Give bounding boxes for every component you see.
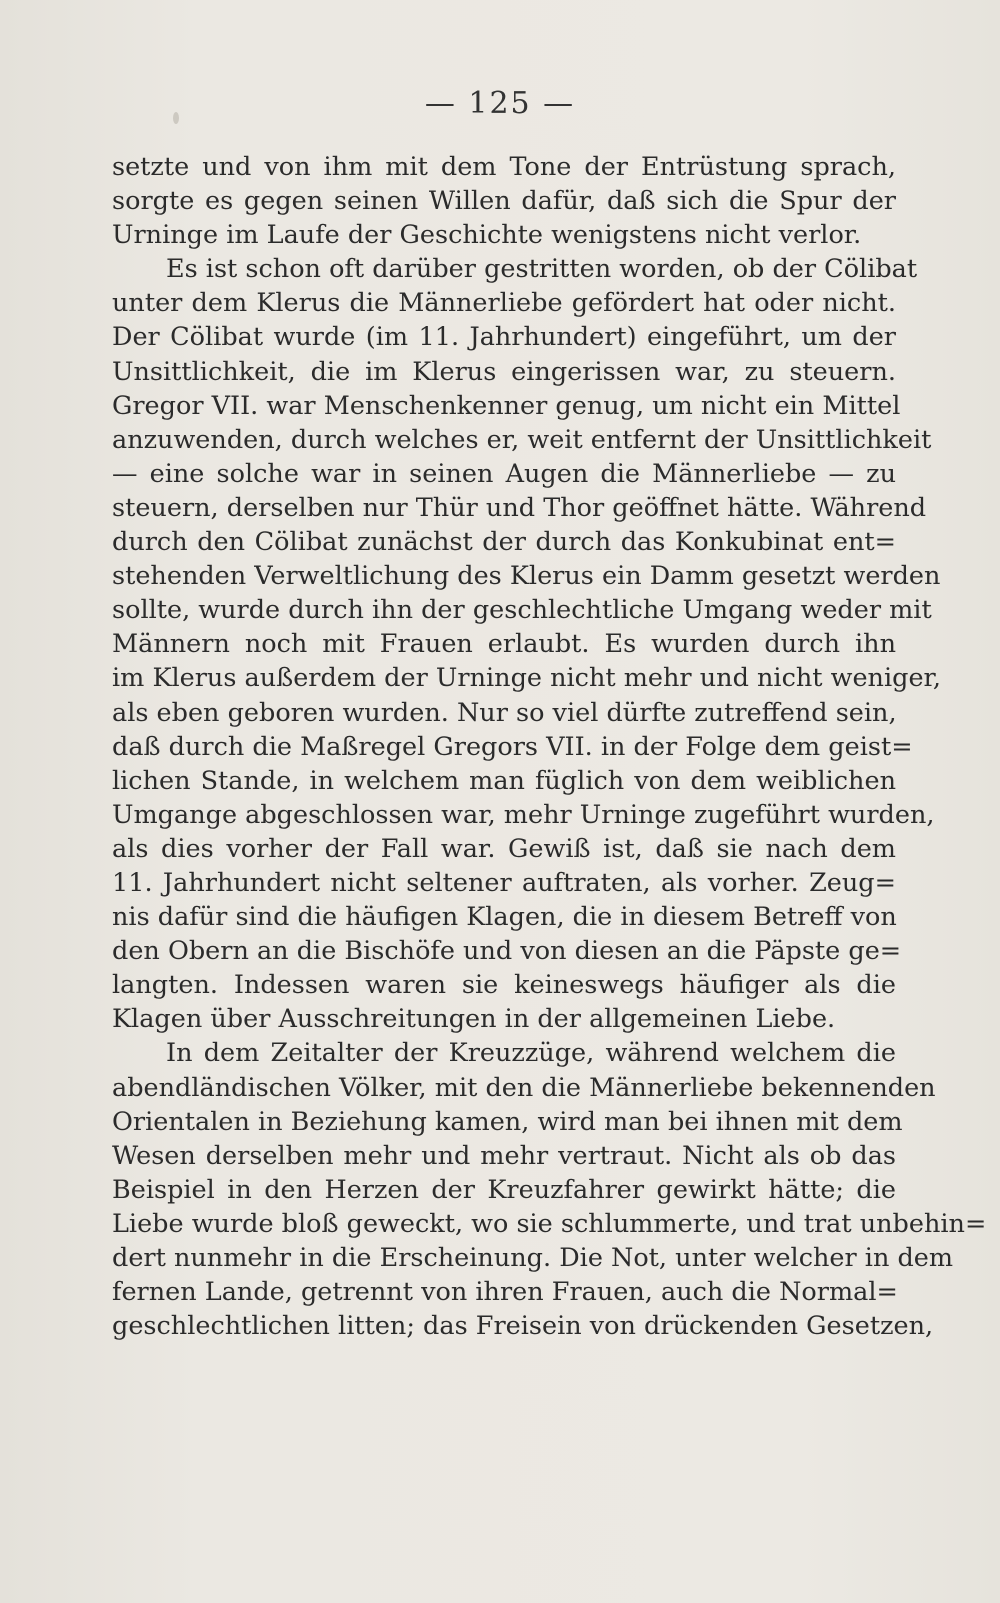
text-line: Urninge im Laufe der Geschichte wenigstens nicht verlor. [112, 220, 862, 251]
text-line: 11. Jahrhundert nicht seltener auftraten, als vorher. Zeug= [112, 867, 896, 898]
text-line: nis dafür sind die häufigen Klagen, die in diesem Betreff von [112, 902, 897, 933]
text-line: Wesen derselben mehr und mehr vertraut. Nicht als ob das [112, 1140, 896, 1171]
text-line: Beispiel in den Herzen der Kreuzfahrer gewirkt hätte; die [112, 1174, 896, 1205]
text-line: dert nunmehr in die Erscheinung. Die Not, unter welcher in dem [112, 1243, 954, 1273]
text-line: als dies vorher der Fall war. Gewiß ist, daß sie nach dem [112, 833, 896, 864]
text-line: Orientalen in Beziehung kamen, wird man bei ihnen mit dem [112, 1106, 903, 1137]
text-line: langten. Indessen waren sie keineswegs häufiger als die [112, 970, 896, 1001]
text-line: geschlechtlichen litten; das Freisein von drückenden Gesetzen, [112, 1311, 934, 1342]
text-line: Liebe wurde bloß geweckt, wo sie schlummerte, und trat unbehin= [112, 1208, 987, 1239]
text-line: Der Cölibat wurde (im 11. Jahrhundert) eingeführt, um der [112, 322, 896, 353]
text-line: Es ist schon oft darüber gestritten worden, ob der Cölibat [166, 254, 918, 285]
text-line: anzuwenden, durch welches er, weit entfernt der Unsittlichkeit [112, 424, 932, 455]
text-line: setzte und von ihm mit dem Tone der Entrüstung sprach, [112, 152, 896, 182]
text-line: stehenden Verweltlichung des Klerus ein Damm gesetzt werden [112, 561, 941, 592]
text-line: steuern, derselben nur Thür und Thor geöffnet hätte. Während [112, 492, 927, 523]
text-line: daß durch die Maßregel Gregors VII. in der Folge dem geist= [112, 731, 913, 762]
text-line: sollte, wurde durch ihn der geschlechtliche Umgang weder mit [112, 595, 932, 626]
text-line: Gregor VII. war Menschenkenner genug, um nicht ein Mittel [112, 390, 901, 421]
text-line: In dem Zeitalter der Kreuzzüge, während welchem die [166, 1038, 896, 1069]
text-line: als eben geboren wurden. Nur so viel dürfte zutreffend sein, [112, 697, 897, 728]
text-line: Umgange abgeschlossen war, mehr Urninge zugeführt wurden, [112, 799, 935, 830]
page-number: — 125 — [424, 86, 576, 121]
text-line: lichen Stande, in welchem man füglich von dem weiblichen [112, 765, 896, 796]
text-line: Unsittlichkeit, die im Klerus eingerissen war, zu steuern. [112, 356, 896, 387]
text-line: Klagen über Ausschreitungen in der allgemeinen Liebe. [112, 1004, 836, 1035]
text-line: fernen Lande, getrennt von ihren Frauen, auch die Normal= [112, 1277, 898, 1308]
text-line: den Obern an die Bischöfe und von diesen an die Päpste ge= [112, 936, 902, 967]
text-line: durch den Cölibat zunächst der durch das Konkubinat ent= [112, 527, 896, 558]
text-line: unter dem Klerus die Männerliebe gefördert hat oder nicht. [112, 288, 896, 319]
text-line: abendländischen Völker, mit den die Männerliebe bekennenden [112, 1072, 936, 1103]
text-line: sorgte es gegen seinen Willen dafür, daß sich die Spur der [112, 186, 896, 217]
text-line: im Klerus außerdem der Urninge nicht mehr und nicht weniger, [112, 663, 942, 694]
text-line: — eine solche war in seinen Augen die Männerliebe — zu [112, 458, 896, 489]
body-text [112, 150, 987, 1343]
text-line: Männern noch mit Frauen erlaubt. Es wurden durch ihn [112, 629, 896, 660]
